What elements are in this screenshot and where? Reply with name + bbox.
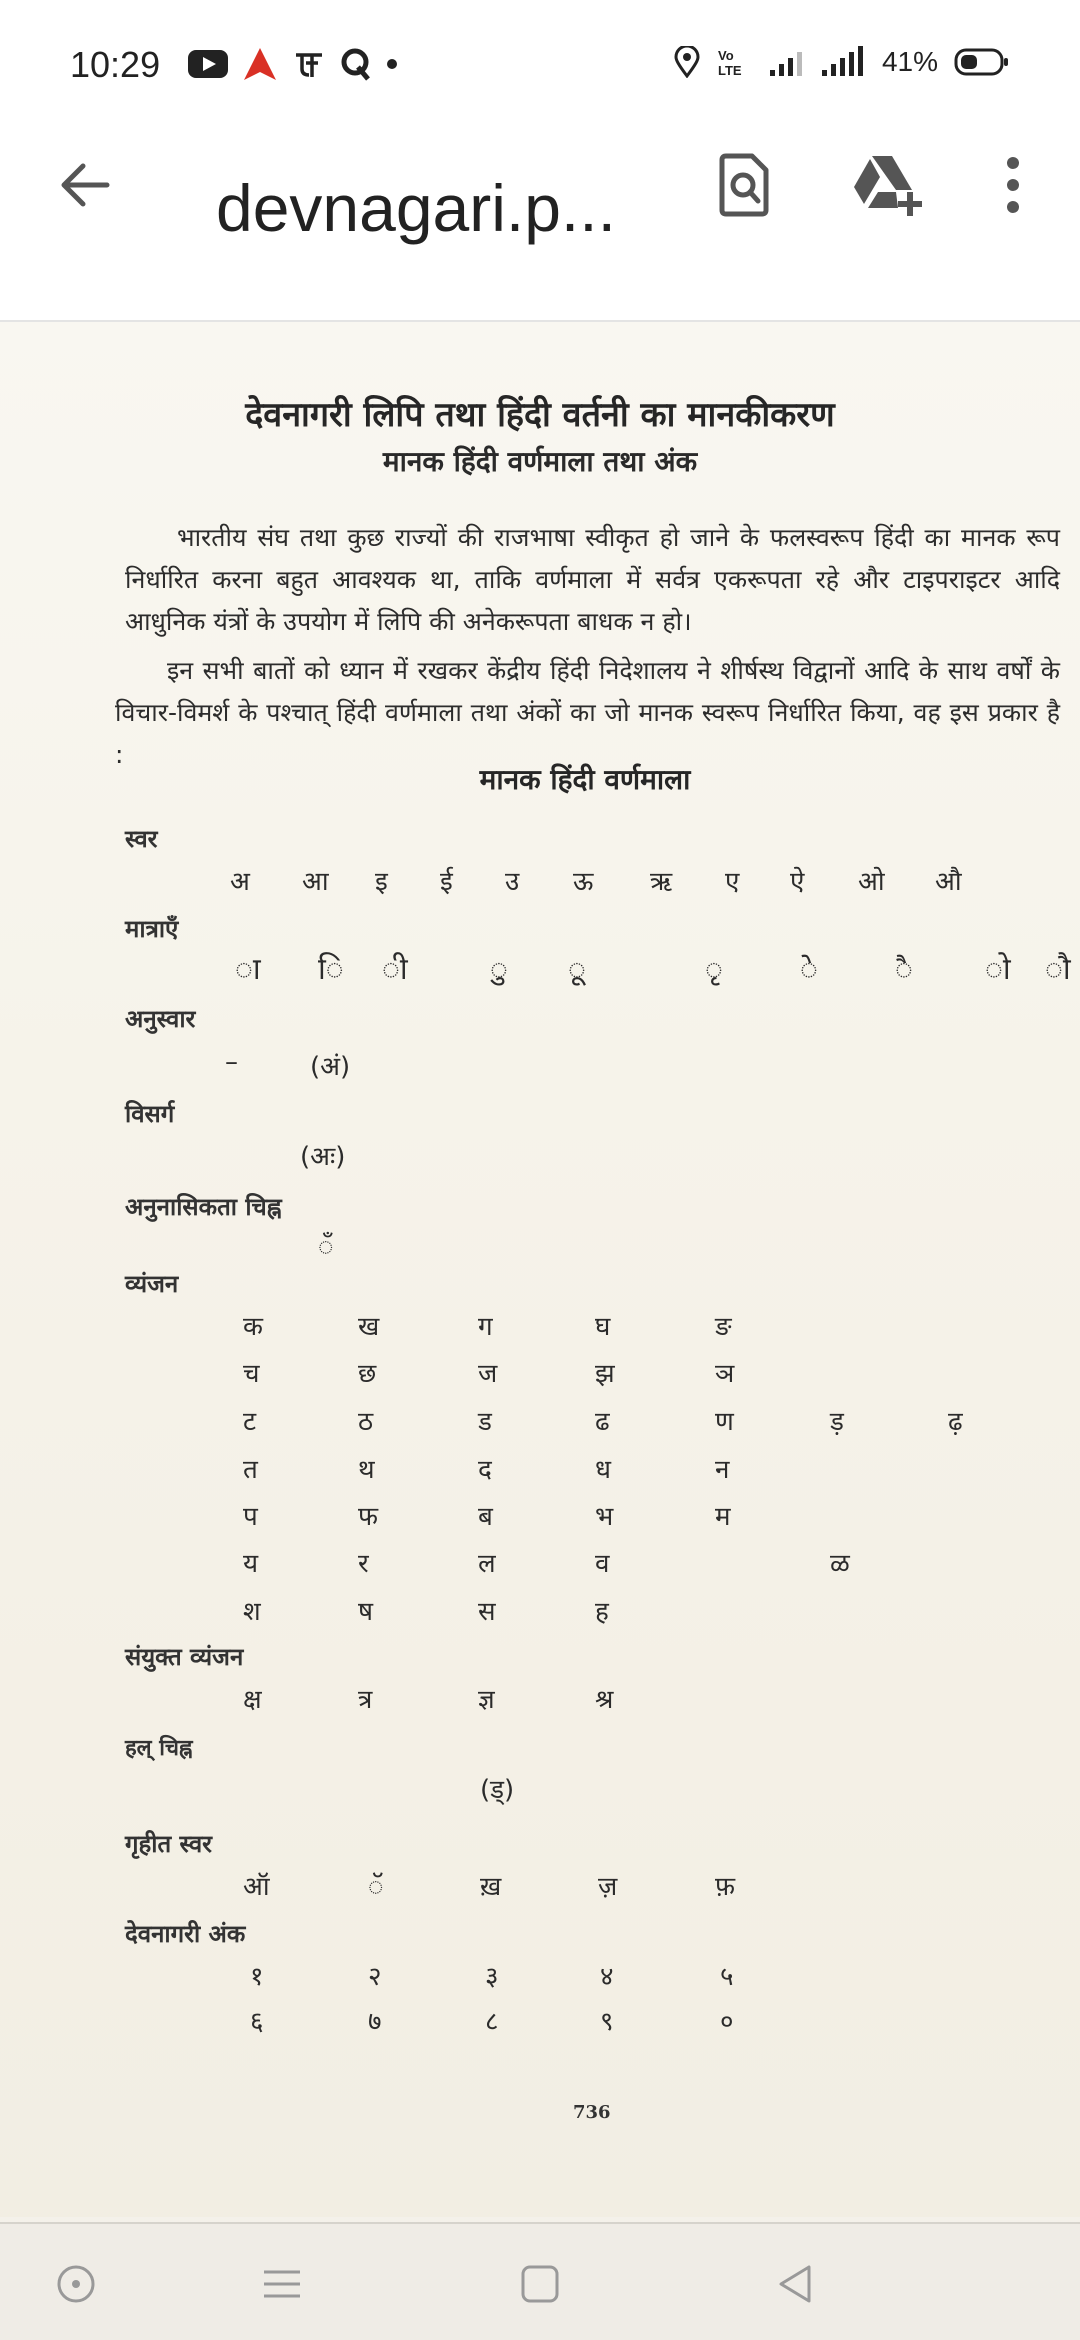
ank-item: ४ [600, 1962, 614, 1992]
grihit-item: ऑ [243, 1872, 270, 1902]
matra-item: ौ [1045, 952, 1071, 987]
swar-item: ई [440, 867, 453, 897]
vyanjan-item: छ [358, 1359, 377, 1389]
back-button[interactable] [50, 150, 120, 220]
battery-icon [954, 47, 1010, 77]
vyanjan-item: त [243, 1455, 258, 1485]
location-icon [674, 46, 700, 78]
vyanjan-item: झ [595, 1359, 615, 1389]
matra-item: ो [985, 952, 1011, 987]
swar-item: ओ [858, 867, 885, 897]
vyanjan-item: ख [358, 1312, 380, 1342]
anunasik-sign: ँ [318, 1232, 334, 1262]
swar-item: आ [302, 867, 329, 897]
paragraph-2: इन सभी बातों को ध्यान में रखकर केंद्रीय हिंदी निदेशालय ने शीर्षस्थ विद्वानों आदि के साथ वर्षों के विचार-विमर्श के पश्चात् हिंदी वर्णमाला तथा अंकों का जो मानक स्वरूप निर्धारित किया, वह इस प्रकार है : [115, 656, 1060, 769]
vyanjan-item: र [358, 1549, 369, 1579]
ank-item: ९ [600, 2007, 614, 2037]
ank-item: २ [368, 1962, 382, 1992]
vyanjan-item: न [715, 1455, 730, 1485]
navigation-bar [0, 2222, 1080, 2340]
vyanjan-item: ज [478, 1359, 498, 1389]
quora-icon [340, 47, 372, 81]
youtube-icon [188, 50, 228, 78]
grihit-item: ज़ [598, 1872, 618, 1902]
matra-item: ै [895, 952, 913, 987]
grihit-label: गृहीत स्वर [125, 1830, 213, 1858]
vyanjan-item: च [243, 1359, 260, 1389]
vyanjan-item: ल [478, 1549, 496, 1579]
assistant-circle-icon [55, 2263, 97, 2305]
swar-item: ऊ [573, 867, 594, 897]
vyanjan-item: ढ़ [948, 1407, 963, 1437]
sanyukt-item: ज्ञ [478, 1685, 495, 1715]
volte-icon [716, 46, 752, 78]
vyanjan-item: क [243, 1312, 263, 1342]
vyanjan-item: ळ [830, 1549, 850, 1579]
vyanjan-item: ठ [358, 1407, 374, 1437]
swar-item: औ [935, 867, 962, 897]
matra-item: ृ [705, 952, 723, 987]
notification-icons [188, 46, 398, 82]
alphabet-heading: मानक हिंदी वर्णमाला [479, 763, 691, 796]
vyanjan-item: ट [243, 1407, 257, 1437]
page-subheading: मानक हिंदी वर्णमाला तथा अंक [382, 445, 698, 478]
anuswar-label: अनुस्वार [125, 1005, 196, 1033]
vyanjan-item: ग [478, 1312, 493, 1342]
vyanjan-item: ष [358, 1597, 374, 1627]
vyanjan-item: थ [358, 1455, 375, 1485]
document-viewer[interactable] [0, 322, 1080, 2222]
arrow-app-icon [242, 46, 278, 82]
back-arrow-icon [57, 157, 113, 213]
vyanjan-item: म [715, 1502, 731, 1532]
back-triangle-icon [775, 2263, 815, 2305]
page-heading: देवनागरी लिपि तथा हिंदी वर्तनी का मानकीकरण [245, 395, 835, 435]
back-nav-button[interactable] [765, 2254, 825, 2314]
swar-item: ऐ [790, 867, 805, 897]
sanyukt-item: श्र [595, 1685, 614, 1715]
sanyukt-item: क्ष [243, 1685, 262, 1715]
matra-item: ा [235, 952, 261, 987]
vyanjan-item: ङ [715, 1312, 732, 1342]
swar-item: ऋ [650, 867, 673, 897]
vyanjan-item: प [243, 1502, 258, 1532]
matra-item: े [800, 952, 818, 987]
signal-icon-sim1 [768, 46, 804, 78]
page-number: 736 [573, 2102, 611, 2123]
document-title: devnagari.p... [216, 171, 616, 245]
doc-search-icon [716, 152, 772, 218]
ank-item: ५ [720, 1962, 734, 1992]
vyanjan-item: ध [595, 1455, 611, 1485]
document-page [0, 322, 1080, 2217]
matra-item: ी [382, 952, 408, 987]
anunasik-label: अनुनासिकता चिह्न [125, 1193, 282, 1221]
vyanjan-item: ण [715, 1407, 734, 1437]
matra-item: ु [490, 952, 508, 987]
ank-item: ६ [250, 2007, 264, 2037]
system-icons [674, 46, 1010, 78]
swar-item: इ [375, 867, 388, 897]
more-options-button[interactable] [973, 145, 1053, 225]
vyanjan-item: ड [478, 1407, 492, 1437]
vyanjan-item: श [243, 1597, 261, 1627]
grihit-item: फ़ [715, 1872, 736, 1902]
vyanjan-item: घ [595, 1312, 611, 1342]
swar-item: अ [230, 867, 250, 897]
ank-item: ८ [485, 2007, 499, 2037]
matra-item: ि [318, 952, 344, 987]
hal-label: हल् चिह्न [125, 1736, 193, 1761]
matra-label: मात्राएँ [125, 915, 179, 943]
matra-item: ू [568, 952, 586, 987]
home-button[interactable] [510, 2254, 570, 2314]
hindi-app-icon [292, 47, 326, 81]
menu-icon [260, 2266, 304, 2302]
home-square-icon [520, 2264, 560, 2304]
add-to-drive-button[interactable] [848, 145, 928, 225]
vyanjan-label: व्यंजन [125, 1270, 179, 1298]
ank-item: ० [720, 2007, 734, 2037]
vyanjan-item: ड़ [830, 1407, 844, 1437]
ank-item: १ [250, 1962, 264, 1992]
more-vert-icon [1003, 155, 1023, 215]
status-time: 10:29 [70, 44, 161, 85]
vyanjan-item: द [478, 1455, 492, 1485]
sanyukt-label: संयुक्त व्यंजन [125, 1643, 244, 1671]
drive-add-icon [850, 152, 926, 218]
vyanjan-item: व [595, 1549, 610, 1579]
grihit-item: ख़ [480, 1872, 502, 1902]
visarg-example: (अः) [300, 1142, 346, 1172]
visarg-label: विसर्ग [125, 1100, 175, 1128]
ank-item: ७ [368, 2007, 382, 2037]
vyanjan-item: फ [358, 1502, 379, 1532]
svg-text:LTE: LTE [717, 63, 742, 78]
hal-example: (ड्) [480, 1775, 515, 1805]
vyanjan-item: स [478, 1597, 496, 1627]
status-bar [0, 0, 1080, 130]
menu-button[interactable] [252, 2254, 312, 2314]
vyanjan-item: ढ [595, 1407, 610, 1437]
grihit-item: ॅ [368, 1872, 384, 1902]
ank-label: देवनागरी अंक [125, 1920, 246, 1948]
swar-item: ए [725, 867, 740, 897]
anuswar-sign: – [225, 1047, 238, 1077]
paragraph-1: भारतीय संघ तथा कुछ राज्यों की राजभाषा स्वीकृत हो जाने के फलस्वरूप हिंदी का मानक रूप निर्धारित करना बहुत आवश्यक था, ताकि वर्णमाला में सर्वत्र एकरूपता रहे और टाइपराइटर आदि आधुनिक यंत्रों के उपयोग में लिपि की अनेकरूपता बाधक न हो। [125, 523, 1060, 636]
swar-label: स्वर [125, 825, 158, 853]
vyanjan-item: ब [478, 1502, 493, 1532]
signal-icon-sim2 [820, 46, 866, 78]
sanyukt-item: त्र [358, 1685, 373, 1715]
dot-icon [386, 58, 398, 70]
battery-percent: 41% [881, 46, 938, 77]
anuswar-example: (अं) [310, 1052, 351, 1082]
vyanjan-item: य [243, 1549, 259, 1579]
swar-item: उ [505, 867, 520, 897]
svg-text:Vo: Vo [717, 48, 734, 63]
vyanjan-item: भ [595, 1502, 614, 1532]
assistant-button[interactable] [46, 2254, 106, 2314]
vyanjan-item: ञ [715, 1359, 735, 1389]
ank-item: ३ [485, 1962, 499, 1992]
vyanjan-item: ह [595, 1597, 609, 1627]
search-in-document-button[interactable] [704, 145, 784, 225]
